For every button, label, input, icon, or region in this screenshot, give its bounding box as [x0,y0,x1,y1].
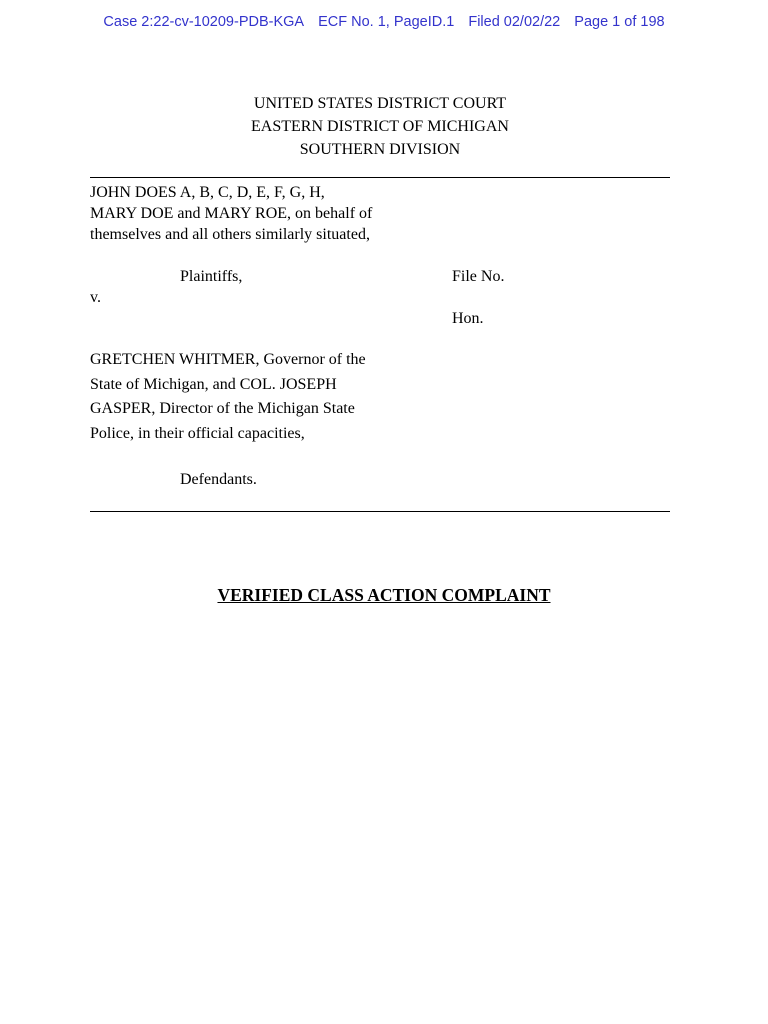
caption-bottom-rule [90,511,670,512]
plaintiffs-line-1: JOHN DOES A, B, C, D, E, F, G, H, [90,184,325,201]
court-caption [90,92,670,161]
defendants-line-1: GRETCHEN WHITMER, Governor of the [90,351,366,368]
file-number-label: File No. [452,268,505,285]
plaintiffs-names [90,182,372,245]
defendants-line-3: GASPER, Director of the Michigan State [90,400,355,417]
versus: v. [90,289,101,306]
defendants-line-2: State of Michigan, and COL. JOSEPH [90,375,337,393]
court-division: SOUTHERN DIVISION [299,141,461,158]
ecf-number: ECF No. 1, PageID.1 [318,14,455,30]
judge-label: Hon. [452,310,484,327]
plaintiffs-role: Plaintiffs, [180,268,243,285]
court-name: UNITED STATES DISTRICT COURT [253,95,507,112]
defendants-role: Defendants. [180,471,257,488]
plaintiffs-line-2: MARY DOE and MARY ROE, on behalf of [90,205,373,222]
defendants-line-4: Police, in their official capacities, [90,424,305,442]
document-title: VERIFIED CLASS ACTION COMPLAINT [217,585,551,605]
defendants-names [90,348,366,446]
filed-date: Filed 02/02/22 [468,14,561,30]
case-number: Case 2:22-cv-10209-PDB-KGA [103,14,305,30]
plaintiffs-line-3: themselves and all others similarly situated, [90,226,370,243]
court-district: EASTERN DISTRICT OF MICHIGAN [251,118,509,135]
page-count: Page 1 of 198 [574,14,665,30]
caption-top-rule [90,177,670,178]
ecf-filing-header [0,14,768,30]
